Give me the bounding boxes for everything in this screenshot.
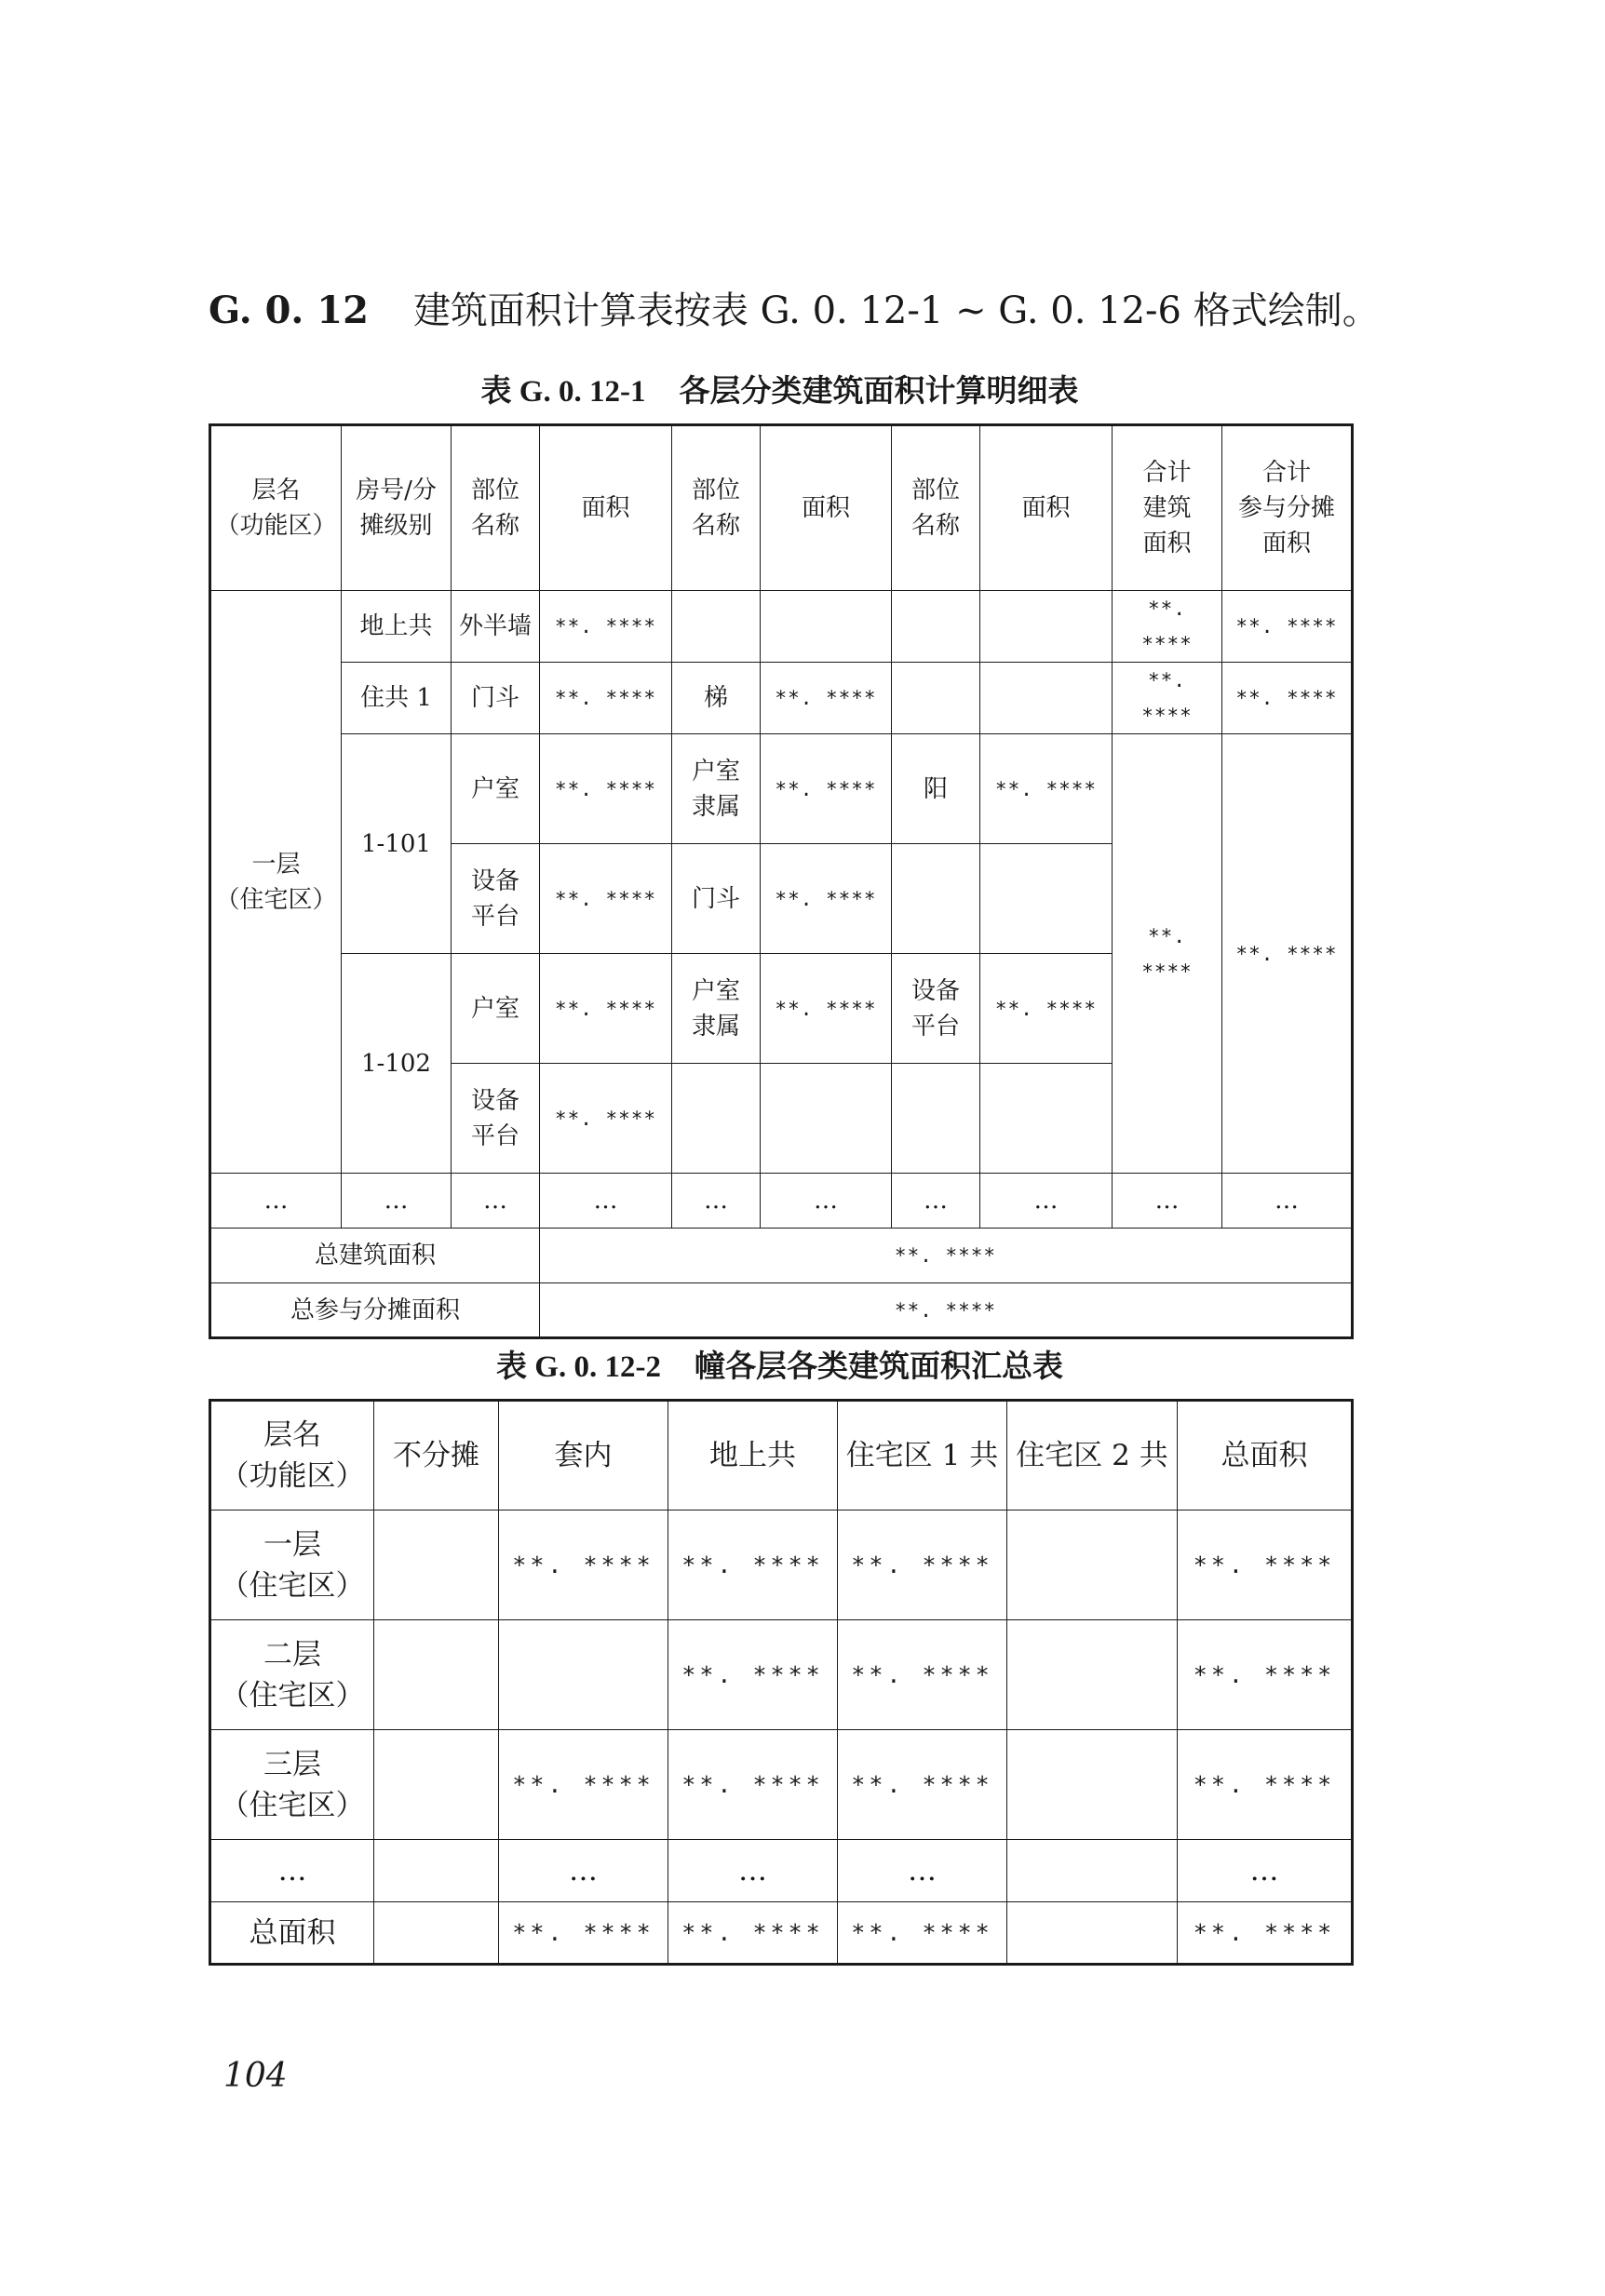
no-share-cell [374, 1511, 499, 1620]
header-part-name-1: 部位 名称 [452, 425, 540, 591]
header-part-name-3: 部位 名称 [892, 425, 980, 591]
floor-area-detail-table [209, 423, 1354, 1339]
header-part-name-2: 部位 名称 [672, 425, 761, 591]
header-residential-2-shared: 住宅区 2 共 [1007, 1401, 1178, 1511]
floor-name-cell: 三层 （住宅区） [210, 1730, 374, 1840]
residential-1-cell: **. **** [838, 1902, 1007, 1965]
total-shared-cell: **. **** [1222, 663, 1353, 734]
residential-1-cell: **. **** [838, 1511, 1007, 1620]
header-no-share: 不分摊 [374, 1401, 499, 1511]
header-total-area: 总面积 [1178, 1401, 1353, 1511]
table2-header-row [210, 1401, 1353, 1511]
empty-cell [892, 1064, 980, 1174]
floor-name-cell: 一层 （住宅区） [210, 591, 342, 1174]
table2-title: 幢各层各类建筑面积汇总表 [694, 1348, 1063, 1384]
suite-cell: **. **** [499, 1902, 668, 1965]
ellipsis-cell: … [980, 1174, 1113, 1229]
empty-cell [980, 1064, 1113, 1174]
header-floor-name: 层名 （功能区） [210, 1401, 374, 1511]
table1-header-row [210, 425, 1353, 591]
room-cell: 地上共 [342, 591, 452, 663]
ellipsis-cell: … [892, 1174, 980, 1229]
ellipsis-cell: … [761, 1174, 892, 1229]
empty-cell [892, 591, 980, 663]
total-area-cell: **. **** [1178, 1511, 1353, 1620]
total-area-cell: **. **** [1178, 1620, 1353, 1730]
empty-cell [761, 1064, 892, 1174]
area-cell: **. **** [761, 954, 892, 1064]
room-cell: 1-101 [342, 734, 452, 954]
residential-2-cell [1007, 1620, 1178, 1730]
table-row [210, 1620, 1353, 1730]
header-area-3: 面积 [980, 425, 1113, 591]
part-cell: 阳 [892, 734, 980, 844]
suite-cell [499, 1620, 668, 1730]
clause-text: 建筑面积计算表按表 G. 0. 12-1 ~ G. 0. 12-6 格式绘制。 [412, 289, 1380, 332]
empty-cell [672, 1064, 761, 1174]
ellipsis-row [210, 1174, 1353, 1229]
total-building-cell: **. **** [1113, 663, 1222, 734]
clause-number: G. 0. 12 [209, 289, 369, 332]
ellipsis-cell: … [1113, 1174, 1222, 1229]
empty-cell [672, 591, 761, 663]
header-suite: 套内 [499, 1401, 668, 1511]
residential-1-cell: **. **** [838, 1730, 1007, 1840]
total-shared-area-row [210, 1283, 1353, 1338]
part-cell: 户室 [452, 954, 540, 1064]
total-area-cell: **. **** [1178, 1902, 1353, 1965]
building-floor-area-summary-table [209, 1399, 1354, 1966]
table2-number: 表 G. 0. 12-2 [496, 1350, 661, 1384]
area-cell: **. **** [540, 844, 672, 954]
header-floor-name: 层名 （功能区） [210, 425, 342, 591]
no-share-cell [374, 1730, 499, 1840]
table1-number: 表 G. 0. 12-1 [480, 375, 646, 409]
total-shared-cell: **. **** [1222, 591, 1353, 663]
empty-cell [980, 591, 1113, 663]
ground-shared-cell: **. **** [668, 1730, 838, 1840]
ellipsis-cell: … [838, 1840, 1007, 1902]
part-cell: 设备 平台 [892, 954, 980, 1064]
ellipsis-row [210, 1840, 1353, 1902]
ellipsis-cell: … [499, 1840, 668, 1902]
total-building-area-label: 总建筑面积 [210, 1229, 540, 1283]
no-share-cell [374, 1620, 499, 1730]
empty-cell [980, 663, 1113, 734]
empty-cell [374, 1840, 499, 1902]
total-area-cell: **. **** [1178, 1730, 1353, 1840]
ellipsis-cell: … [1222, 1174, 1353, 1229]
part-cell: 户室 [452, 734, 540, 844]
empty-cell [1007, 1902, 1178, 1965]
table-row [210, 663, 1353, 734]
area-cell: **. **** [540, 663, 672, 734]
empty-cell [892, 663, 980, 734]
empty-cell [980, 844, 1113, 954]
residential-2-cell [1007, 1511, 1178, 1620]
part-cell: 门斗 [452, 663, 540, 734]
total-area-row [210, 1902, 1353, 1965]
table1-title: 各层分类建筑面积计算明细表 [679, 372, 1079, 409]
ellipsis-cell: … [452, 1174, 540, 1229]
floor-name-cell: 一层 （住宅区） [210, 1511, 374, 1620]
empty-cell [374, 1902, 499, 1965]
area-cell: **. **** [980, 734, 1113, 844]
table1-caption [209, 369, 1351, 414]
page-number: 104 [223, 2057, 288, 2095]
area-cell: **. **** [540, 734, 672, 844]
part-cell: 设备 平台 [452, 1064, 540, 1174]
table-row [210, 1730, 1353, 1840]
empty-cell [1007, 1840, 1178, 1902]
ellipsis-cell: … [210, 1840, 374, 1902]
ellipsis-cell: … [342, 1174, 452, 1229]
area-cell: **. **** [761, 844, 892, 954]
total-shared-area-label: 总参与分摊面积 [210, 1283, 540, 1338]
part-cell: 门斗 [672, 844, 761, 954]
header-area-2: 面积 [761, 425, 892, 591]
clause-g0-12 [209, 279, 1419, 342]
table2-caption [209, 1344, 1351, 1390]
suite-cell: **. **** [499, 1511, 668, 1620]
residential-2-cell [1007, 1730, 1178, 1840]
residential-1-cell: **. **** [838, 1620, 1007, 1730]
ground-shared-cell: **. **** [668, 1511, 838, 1620]
header-ground-shared: 地上共 [668, 1401, 838, 1511]
total-shared-cell: **. **** [1222, 734, 1353, 1174]
ellipsis-cell: … [210, 1174, 342, 1229]
area-cell: **. **** [540, 1064, 672, 1174]
area-cell: **. **** [540, 591, 672, 663]
ellipsis-cell: … [540, 1174, 672, 1229]
part-cell: 户室 隶属 [672, 734, 761, 844]
part-cell: 外半墙 [452, 591, 540, 663]
header-room-number: 房号/分 摊级别 [342, 425, 452, 591]
area-cell: **. **** [980, 954, 1113, 1064]
header-residential-1-shared: 住宅区 1 共 [838, 1401, 1007, 1511]
area-cell: **. **** [761, 663, 892, 734]
table-row [210, 734, 1353, 844]
ellipsis-cell: … [672, 1174, 761, 1229]
header-area-1: 面积 [540, 425, 672, 591]
table-row [210, 1511, 1353, 1620]
room-cell: 住共 1 [342, 663, 452, 734]
floor-name-cell: 二层 （住宅区） [210, 1620, 374, 1730]
empty-cell [761, 591, 892, 663]
ellipsis-cell: … [1178, 1840, 1353, 1902]
ellipsis-cell: … [668, 1840, 838, 1902]
ground-shared-cell: **. **** [668, 1902, 838, 1965]
area-cell: **. **** [540, 954, 672, 1064]
part-cell: 设备 平台 [452, 844, 540, 954]
total-area-label: 总面积 [210, 1902, 374, 1965]
header-total-shared-area: 合计 参与分摊 面积 [1222, 425, 1353, 591]
ground-shared-cell: **. **** [668, 1620, 838, 1730]
total-building-cell: **. **** [1113, 734, 1222, 1174]
total-building-cell: **. **** [1113, 591, 1222, 663]
header-total-building-area: 合计 建筑 面积 [1113, 425, 1222, 591]
part-cell: 梯 [672, 663, 761, 734]
part-cell: 户室 隶属 [672, 954, 761, 1064]
empty-cell [892, 844, 980, 954]
area-cell: **. **** [761, 734, 892, 844]
table-row [210, 591, 1353, 663]
total-shared-area-value: **. **** [540, 1283, 1353, 1338]
room-cell: 1-102 [342, 954, 452, 1174]
total-building-area-row [210, 1229, 1353, 1283]
total-building-area-value: **. **** [540, 1229, 1353, 1283]
suite-cell: **. **** [499, 1730, 668, 1840]
